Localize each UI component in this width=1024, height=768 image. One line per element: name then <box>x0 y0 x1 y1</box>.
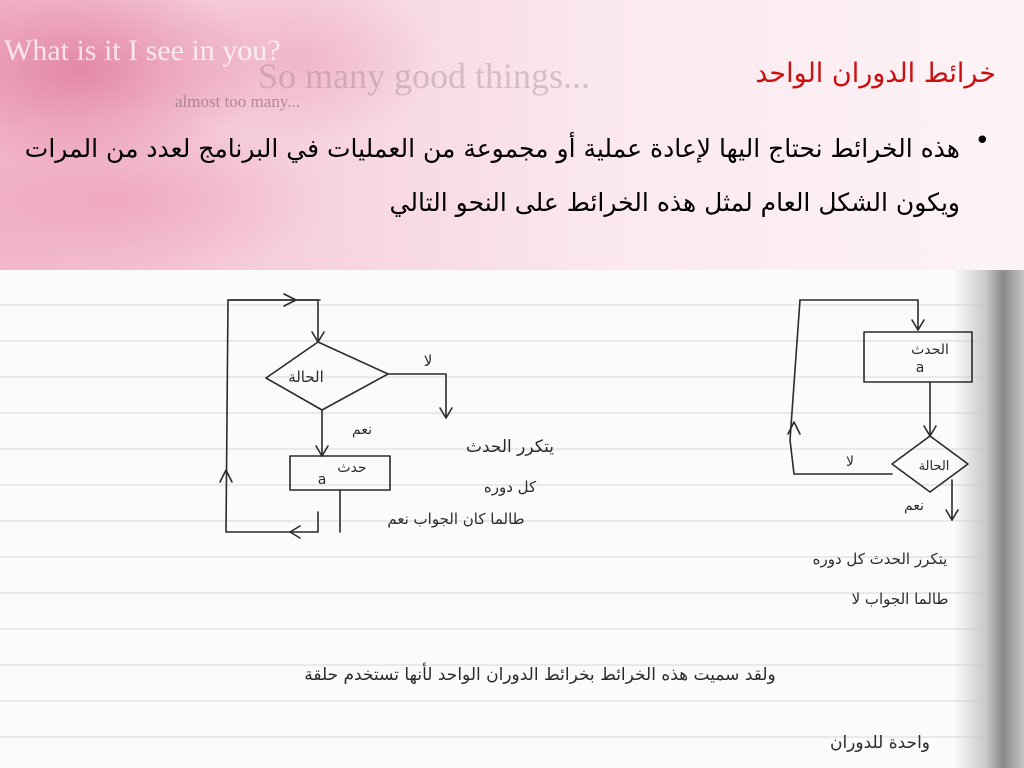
handwritten-flowcharts <box>0 270 1024 768</box>
bullet-dot-icon: • <box>974 126 990 156</box>
left-note-1: يتكرر الحدث <box>465 437 555 457</box>
left-no-branch <box>388 374 446 418</box>
right-flowchart <box>788 300 972 608</box>
handwritten-footer-line-1: ولقد سميت هذه الخرائط بخرائط الدوران الواحد لأنها تستخدم حلقة <box>304 665 776 685</box>
bullet-text: هذه الخرائط نحتاج اليها لإعادة عملية أو مجموعة من العمليات في البرنامج لعدد من المرات ويكون الشكل العام لمثل هذه الخرائط على النحو التالي <box>24 134 960 217</box>
scanned-notebook-page <box>0 270 1024 768</box>
right-note-2: طالما الجواب لا <box>851 590 949 608</box>
right-no-label: لا <box>846 454 854 470</box>
handwritten-footer-line-2: واحدة للدوران <box>829 733 931 753</box>
slide-title: خرائط الدوران الواحد <box>755 58 996 89</box>
left-condition-diamond <box>266 342 388 410</box>
right-note-1: يتكرر الحدث كل دوره <box>812 550 948 568</box>
left-note-3: طالما كان الجواب نعم <box>387 510 525 528</box>
left-flowchart <box>220 294 554 538</box>
decorative-text-1: What is it I see in you? <box>4 34 281 67</box>
right-event-label: الحدث <box>911 342 949 358</box>
right-top-line <box>800 300 918 330</box>
bullet-item <box>0 122 990 230</box>
left-no-label: لا <box>423 352 433 370</box>
left-condition-label: الحالة <box>288 368 324 386</box>
decorative-text-2: So many good things... <box>258 56 591 96</box>
left-event-var: a <box>317 472 327 488</box>
decorative-text-3: almost too many... <box>175 92 300 111</box>
left-yes-label: نعم <box>352 422 372 438</box>
right-condition-label: الحالة <box>918 459 950 474</box>
left-loop-line <box>226 300 320 532</box>
left-top-arrow <box>228 300 318 342</box>
left-event-label: حدث <box>337 460 367 476</box>
right-loop-line <box>790 300 892 474</box>
right-event-var: a <box>915 360 925 376</box>
left-note-2: كل دوره <box>483 478 537 496</box>
right-yes-label: نعم <box>904 498 924 514</box>
slide-header <box>0 0 1024 270</box>
